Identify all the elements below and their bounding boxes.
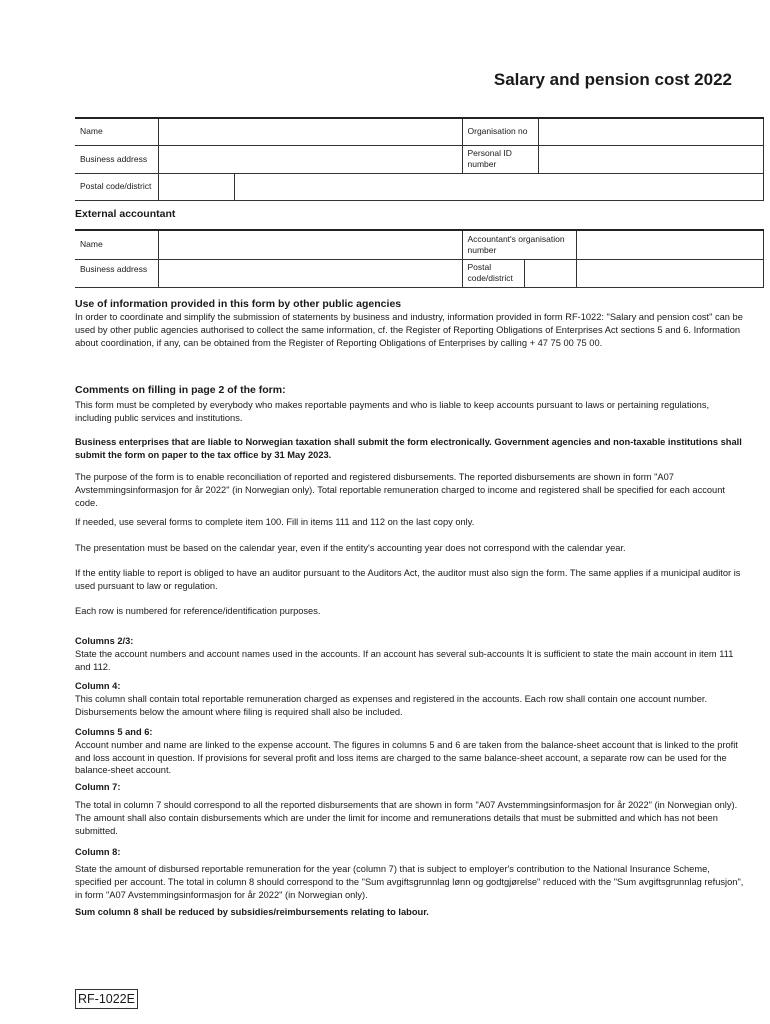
org-no-label: Organisation no	[462, 118, 538, 145]
postal-code-field[interactable]	[158, 173, 234, 200]
accountant-org-no-label: Accountant's organisation number	[462, 230, 576, 259]
electronic-submission-text: Business enterprises that are liable to Norwegian taxation shall submit the form electronically. Government agencies and non-taxable institutions shall submit the form on paper to the tax office by 31 May 2023.	[75, 437, 742, 460]
several-forms-text: If needed, use several forms to complete item 100. Fill in items 111 and 112 on the last copy only.	[75, 517, 475, 527]
postal-label: Postal code/district	[75, 173, 158, 200]
use-info-text: In order to coordinate and simplify the submission of statements by business and industry, information provided in form RF-1022: "Salary and pension cost" can be used by other public agencies authorised to collect the same information, cf. the Register of Reporting Obligations of Enterprises Act sections 5 and 6. Information about coordination, if any, can be obtained from the Register of Reporting Obligations of Enterprises by calling + 47 75 00 75 00.	[75, 312, 743, 348]
accountant-org-no-field[interactable]	[576, 230, 763, 259]
accountant-name-field[interactable]	[158, 230, 462, 259]
org-no-field[interactable]	[538, 118, 763, 145]
auditor-text: If the entity liable to report is obliged to have an auditor pursuant to the Auditors Act, the auditor must also sign the form. The same applies if a municipal auditor is used pursuant to law or regulation.	[75, 568, 741, 591]
form-code: RF-1022E	[75, 989, 138, 1009]
taxpayer-table	[75, 117, 764, 201]
business-address-field[interactable]	[158, 145, 462, 173]
page-title: Salary and pension cost 2022	[493, 70, 732, 89]
accountant-heading: External accountant	[75, 208, 176, 220]
column-8-text: State the amount of disbursed reportable remuneration for the year (column 7) that is subject to employer's contribution to the National Insurance Scheme, specified per account. The total in column 8 should correspond to the "Sum avgiftsgrunnlag lønn og godtgjørelse" reduced with the "Sum avgiftsgrunnlag refusjon", in form "A07 Avstemmingsinformasjon for år 2022" (in Norwegian only).	[75, 864, 744, 900]
column-4-section	[75, 680, 747, 718]
numbered-rows-text: Each row is numbered for reference/identification purposes.	[75, 606, 321, 616]
columns-5-6-heading: Columns 5 and 6:	[75, 727, 153, 737]
comments-text: This form must be completed by everybody who makes reportable payments and who is liable to keep accounts pursuant to laws or pertaining regulations, including public services and institutions.	[75, 400, 710, 423]
accountant-postal-code-field[interactable]	[524, 259, 576, 287]
column-8-heading: Column 8:	[75, 847, 121, 857]
use-info-heading: Use of information provided in this form by other public agencies	[75, 298, 402, 310]
columns-2-3-heading: Columns 2/3:	[75, 636, 134, 646]
purpose-text: The purpose of the form is to enable reconciliation of reported and registered disbursements. The reported disbursements are shown in form "A07 Avstemmingsinformasjon for år 2022" (in Norwegian only). Total reportable remuneration charged to income and registered shall be specified for each account code.	[75, 472, 725, 508]
postal-district-field[interactable]	[234, 173, 763, 200]
accountant-address-field[interactable]	[158, 259, 462, 287]
accountant-address-label: Business address	[75, 259, 158, 287]
comments-heading: Comments on filling in page 2 of the form:	[75, 384, 286, 396]
column-8-bold-note: Sum column 8 shall be reduced by subsidies/reimbursements relating to labour.	[75, 907, 429, 917]
column-4-heading: Column 4:	[75, 681, 121, 691]
name-label: Name	[75, 118, 158, 145]
name-field[interactable]	[158, 118, 462, 145]
accountant-name-label: Name	[75, 230, 158, 259]
column-7-heading: Column 7:	[75, 782, 121, 792]
column-4-text: This column shall contain total reportable remuneration charged as expenses and registered in the accounts. Each row shall contain one account number. Disbursements below the amount where filing is required shall also be included.	[75, 693, 708, 717]
personal-id-label: Personal ID number	[462, 145, 538, 173]
columns-2-3-text: State the account numbers and account names used in the accounts. If an account has several sub-accounts It is sufficient to state the main account in item 111 and 112.	[75, 648, 734, 672]
accountant-postal-label: Postal code/district	[462, 259, 524, 287]
personal-id-field[interactable]	[538, 145, 763, 173]
accountant-postal-district-field[interactable]	[576, 259, 763, 287]
columns-2-3-section	[75, 635, 747, 673]
business-address-label: Business address	[75, 145, 158, 173]
columns-5-6-section	[75, 726, 747, 777]
accountant-table	[75, 229, 764, 288]
columns-5-6-text: Account number and name are linked to the expense account. The figures in columns 5 and 6 are taken from the balance-sheet account that is linked to the profit and loss account in question. If provisions for several profit and loss items are charged to the same balance-sheet account, a separate row can be used for the balance-sheet account.	[75, 739, 738, 776]
calendar-year-text: The presentation must be based on the calendar year, even if the entity's accounting year does not correspond with the calendar year.	[75, 543, 626, 553]
column-7-text: The total in column 7 should correspond to all the reported disbursements that are shown in form "A07 Avstemmingsinformasjon for år 2022" (in Norwegian only). The amount shall also contain disbursements which are under the limit for income and remunerations details that must be submitted and which has not been submitted.	[75, 800, 738, 836]
